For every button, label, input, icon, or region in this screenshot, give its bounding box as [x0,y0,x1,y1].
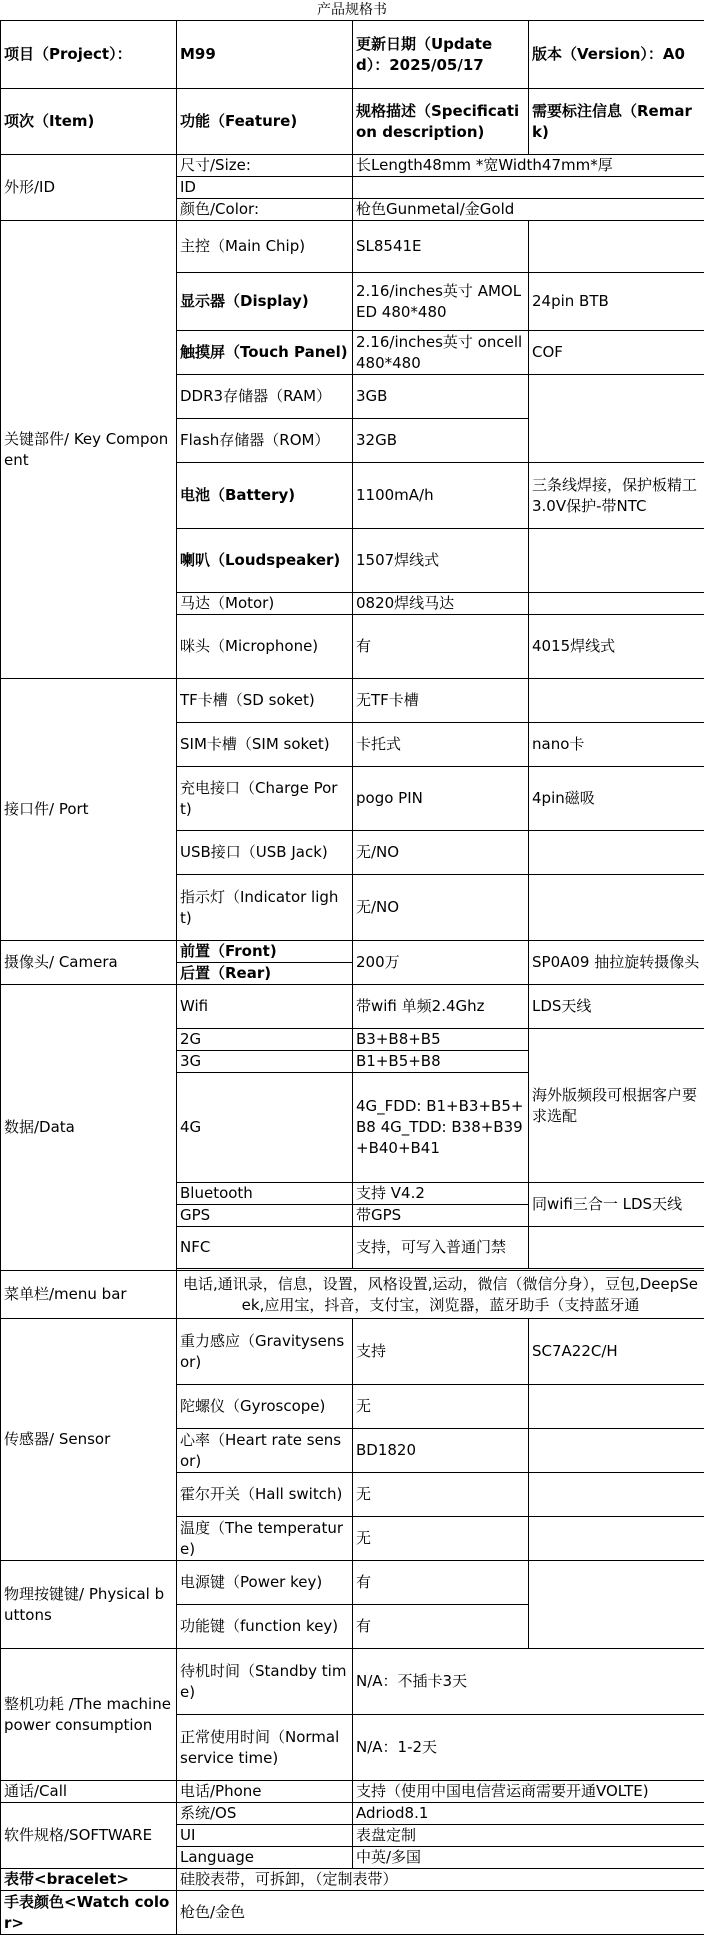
bracelet-row [1,1869,704,1891]
gravity-sensor-feature: 重力感应（Gravitysensor) [177,1319,353,1385]
main-chip-row [1,221,704,273]
heart-rate-spec: BD1820 [353,1429,529,1473]
microphone-spec: 有 [353,615,529,679]
sd-slot-remark [529,679,704,723]
display-feature: 显示器（Display) [177,273,353,331]
buttons-category: 物理按键键/ Physical buttons [1,1561,177,1649]
usb-jack-spec: 无/NO [353,831,529,875]
motor-remark [529,593,704,615]
size-row [1,155,704,177]
hall-switch-feature: 霍尔开关（Hall switch) [177,1473,353,1517]
indicator-remark [529,875,704,941]
main-chip-feature: 主控（Main Chip) [177,221,353,273]
size-value: 长Length48mm *宽Width47mm*厚 [353,155,704,177]
4g-feature: 4G [177,1073,353,1183]
microphone-remark: 4015焊线式 [529,615,704,679]
menu-value: 电话,通讯录，信息，设置，风格设置,运动，微信（微信分身），豆包,DeepSeek,应用宝，抖音，支付宝，浏览器，蓝牙助手（支持蓝牙通 [177,1271,704,1319]
standby-spec: N/A：不插卡3天 [353,1649,704,1715]
version-label: 版本（Version）：A0 [529,21,704,89]
display-remark: 24pin BTB [529,273,704,331]
watch-color-row [1,1891,704,1935]
bluetooth-spec: 支持 V4.2 [353,1183,529,1205]
gyroscope-spec: 无 [353,1385,529,1429]
band-remark: 海外版频段可根据客户要求选配 [529,1029,704,1183]
ram-rom-remark [529,375,704,463]
camera-category: 摄像头/ Camera [1,941,177,985]
ram-feature: DDR3存储器（RAM） [177,375,353,419]
hall-switch-remark [529,1473,704,1517]
heart-rate-feature: 心率（Heart rate sensor) [177,1429,353,1473]
spec-column-header: 规格描述（Specification description) [353,89,529,155]
color-value: 枪色Gunmetal/金Gold [353,199,704,221]
heart-rate-remark [529,1429,704,1473]
sensor-category: 传感器/ Sensor [1,1319,177,1561]
id-value [353,177,704,199]
call-feature: 电话/Phone [177,1781,353,1803]
language-spec: 中英/多国 [353,1847,704,1869]
port-category: 接口件/ Port [1,679,177,941]
buttons-remark [529,1561,704,1649]
gyroscope-remark [529,1385,704,1429]
bluetooth-feature: Bluetooth [177,1183,353,1205]
language-feature: Language [177,1847,353,1869]
gps-spec: 带GPS [353,1205,529,1227]
wifi-spec: 带wifi 单频2.4Ghz [353,985,529,1029]
function-key-spec: 有 [353,1605,529,1649]
usb-jack-feature: USB接口（USB Jack) [177,831,353,875]
motor-feature: 马达（Motor) [177,593,353,615]
gravity-sensor-remark: SC7A22C/H [529,1319,704,1385]
rom-spec: 32GB [353,419,529,463]
watch-color-category: 手表颜色<Watch color> [1,1891,177,1935]
key-component-category: 关键部件/ Key Component [1,221,177,679]
4g-spec: 4G_FDD: B1+B3+B5+B8 4G_TDD: B38+B39+B40+B41 [353,1073,529,1183]
nfc-spec: 支持，可写入普通门禁 [353,1227,529,1269]
appearance-category: 外形/ID [1,155,177,221]
data-category: 数据/Data [1,985,177,1271]
sim-slot-remark: nano卡 [529,723,704,767]
loudspeaker-remark [529,529,704,593]
motor-spec: 0820焊线马达 [353,593,529,615]
touch-panel-spec: 2.16/inches英寸 oncell 480*480 [353,331,529,375]
watch-color-value: 枪色/金色 [177,1891,704,1935]
rear-camera-feature: 后置（Rear) [177,963,353,985]
power-key-feature: 电源键（Power key) [177,1561,353,1605]
power-consumption-category: 整机功耗 /The machine power consumption [1,1649,177,1781]
gyroscope-feature: 陀螺仪（Gyroscope) [177,1385,353,1429]
camera-front-row [1,941,704,963]
usb-jack-remark [529,831,704,875]
os-spec: Adriod8.1 [353,1803,704,1825]
call-category: 通话/Call [1,1781,177,1803]
os-row [1,1803,704,1825]
feature-column-header: 功能（Feature) [177,89,353,155]
menu-row [1,1271,704,1319]
gps-feature: GPS [177,1205,353,1227]
3g-feature: 3G [177,1051,353,1073]
charge-port-feature: 充电接口（Charge Port) [177,767,353,831]
project-label: 项目（Project）： [1,21,177,89]
ui-feature: UI [177,1825,353,1847]
ui-spec: 表盘定制 [353,1825,704,1847]
main-chip-remark [529,221,704,273]
sd-slot-feature: TF卡槽（SD soket) [177,679,353,723]
standby-feature: 待机时间（Standby time) [177,1649,353,1715]
project-value: M99 [177,21,353,89]
bracelet-value: 硅胶表带，可拆卸，（定制表带） [177,1869,704,1891]
nfc-remark [529,1227,704,1269]
size-label: 尺寸/Size: [177,155,353,177]
power-key-row [1,1561,704,1605]
touch-panel-remark: COF [529,331,704,375]
wifi-remark: LDS天线 [529,985,704,1029]
bracelet-category: 表带<bracelet> [1,1869,177,1891]
color-label: 颜色/Color: [177,199,353,221]
normal-use-spec: N/A：1-2天 [353,1715,704,1781]
touch-panel-feature: 触摸屏（Touch Panel) [177,331,353,375]
sd-slot-row [1,679,704,723]
hall-switch-spec: 无 [353,1473,529,1517]
indicator-spec: 无/NO [353,875,529,941]
charge-port-spec: pogo PIN [353,767,529,831]
display-spec: 2.16/inches英寸 AMOLED 480*480 [353,273,529,331]
temperature-feature: 温度（The temperature) [177,1517,353,1561]
normal-use-feature: 正常使用时间（Normal service time) [177,1715,353,1781]
os-feature: 系统/OS [177,1803,353,1825]
2g-feature: 2G [177,1029,353,1051]
spec-table [0,20,704,1935]
camera-spec: 200万 [353,941,529,985]
id-label: ID [177,177,353,199]
temperature-remark [529,1517,704,1561]
software-category: 软件规格/SOFTWARE [1,1803,177,1869]
temperature-spec: 无 [353,1517,529,1561]
call-row [1,1781,704,1803]
sd-slot-spec: 无TF卡槽 [353,679,529,723]
power-key-spec: 有 [353,1561,529,1605]
battery-spec: 1100mA/h [353,463,529,529]
loudspeaker-feature: 喇叭（Loudspeaker) [177,529,353,593]
wifi-row [1,985,704,1029]
camera-remark: SP0A09 抽拉旋转摄像头 [529,941,704,985]
sheet-title: 产品规格书 [0,0,704,20]
ram-spec: 3GB [353,375,529,419]
item-column-header: 项次（Item) [1,89,177,155]
gravity-sensor-spec: 支持 [353,1319,529,1385]
menu-category: 菜单栏/menu bar [1,1271,177,1319]
wifi-feature: Wifi [177,985,353,1029]
sim-slot-feature: SIM卡槽（SIM soket) [177,723,353,767]
bluetooth-remark: 同wifi三合一 LDS天线 [529,1183,704,1227]
sim-slot-spec: 卡托式 [353,723,529,767]
front-camera-feature: 前置（Front) [177,941,353,963]
column-header-row [1,89,704,155]
nfc-feature: NFC [177,1227,353,1269]
rom-feature: Flash存储器（ROM） [177,419,353,463]
loudspeaker-spec: 1507焊线式 [353,529,529,593]
2g-spec: B3+B8+B5 [353,1029,529,1051]
3g-spec: B1+B5+B8 [353,1051,529,1073]
function-key-feature: 功能键（function key) [177,1605,353,1649]
battery-feature: 电池（Battery) [177,463,353,529]
project-header-row [1,21,704,89]
standby-row [1,1649,704,1715]
updated-label: 更新日期（Updated）：2025/05/17 [353,21,529,89]
call-spec: 支持（使用中国电信营运商需要开通VOLTE) [353,1781,704,1803]
microphone-feature: 咪头（Microphone) [177,615,353,679]
battery-remark: 三条线焊接，保护板精工3.0V保护-带NTC [529,463,704,529]
main-chip-spec: SL8541E [353,221,529,273]
charge-port-remark: 4pin磁吸 [529,767,704,831]
remark-column-header: 需要标注信息（Remark) [529,89,704,155]
indicator-feature: 指示灯（Indicator light) [177,875,353,941]
gravity-sensor-row [1,1319,704,1385]
